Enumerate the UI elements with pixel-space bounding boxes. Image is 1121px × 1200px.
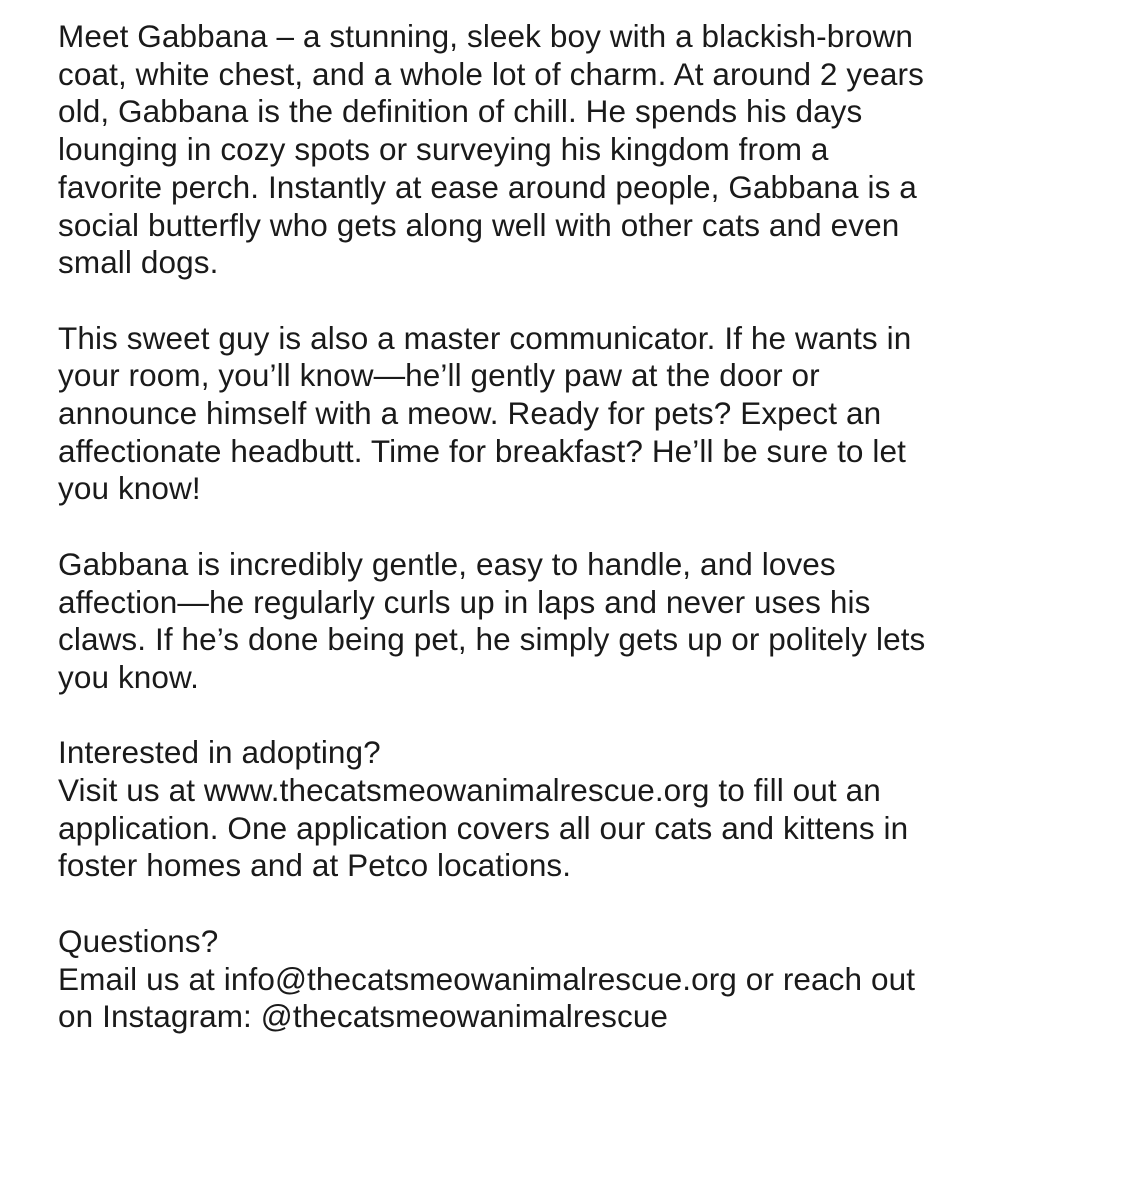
text-line: foster homes and at Petco locations.: [58, 847, 572, 884]
text-line: lounging in cozy spots or surveying his kingdom from a: [58, 131, 829, 168]
text-line: Meet Gabbana – a stunning, sleek boy with a blackish-brown: [58, 18, 914, 54]
intro-paragraph: [58, 18, 1068, 282]
text-line: social butterfly who gets along well with other cats and even: [58, 206, 900, 243]
text-line: Gabbana is incredibly gentle, easy to handle, and loves: [58, 545, 836, 582]
adoption-paragraph: [58, 734, 1068, 885]
text-line: you know.: [58, 658, 199, 695]
questions-paragraph: [58, 923, 1068, 1036]
text-line: old, Gabbana is the definition of chill. He spends his days: [58, 93, 863, 130]
text-line: announce himself with a meow. Ready for pets? Expect an: [58, 395, 882, 432]
text-line: Visit us at www.thecatsmeowanimalrescue.org to fill out an: [58, 772, 881, 809]
gentle-paragraph: [58, 546, 1068, 697]
text-line: you know!: [58, 470, 201, 507]
text-line: claws. If he’s done being pet, he simply gets up or politely lets: [58, 621, 926, 658]
text-line: favorite perch. Instantly at ease around people, Gabbana is a: [58, 168, 917, 205]
text-line: small dogs.: [58, 244, 219, 281]
text-line: affectionate headbutt. Time for breakfast? He’ll be sure to let: [58, 432, 906, 469]
communicator-paragraph: [58, 320, 1068, 509]
text-line: your room, you’ll know—he’ll gently paw at the door or: [58, 357, 820, 394]
text-line: This sweet guy is also a master communicator. If he wants in: [58, 319, 912, 356]
text-line: Email us at info@thecatsmeowanimalrescue.org or reach out: [58, 960, 916, 997]
adoption-heading: Interested in adopting?: [58, 734, 381, 771]
questions-heading: Questions?: [58, 922, 219, 959]
text-line: coat, white chest, and a whole lot of charm. At around 2 years: [58, 55, 924, 92]
adoption-post-text: [58, 18, 1068, 1074]
text-line: on Instagram: @thecatsmeowanimalrescue: [58, 998, 669, 1035]
text-line: application. One application covers all our cats and kittens in: [58, 809, 909, 846]
text-line: affection—he regularly curls up in laps and never uses his: [58, 583, 871, 620]
